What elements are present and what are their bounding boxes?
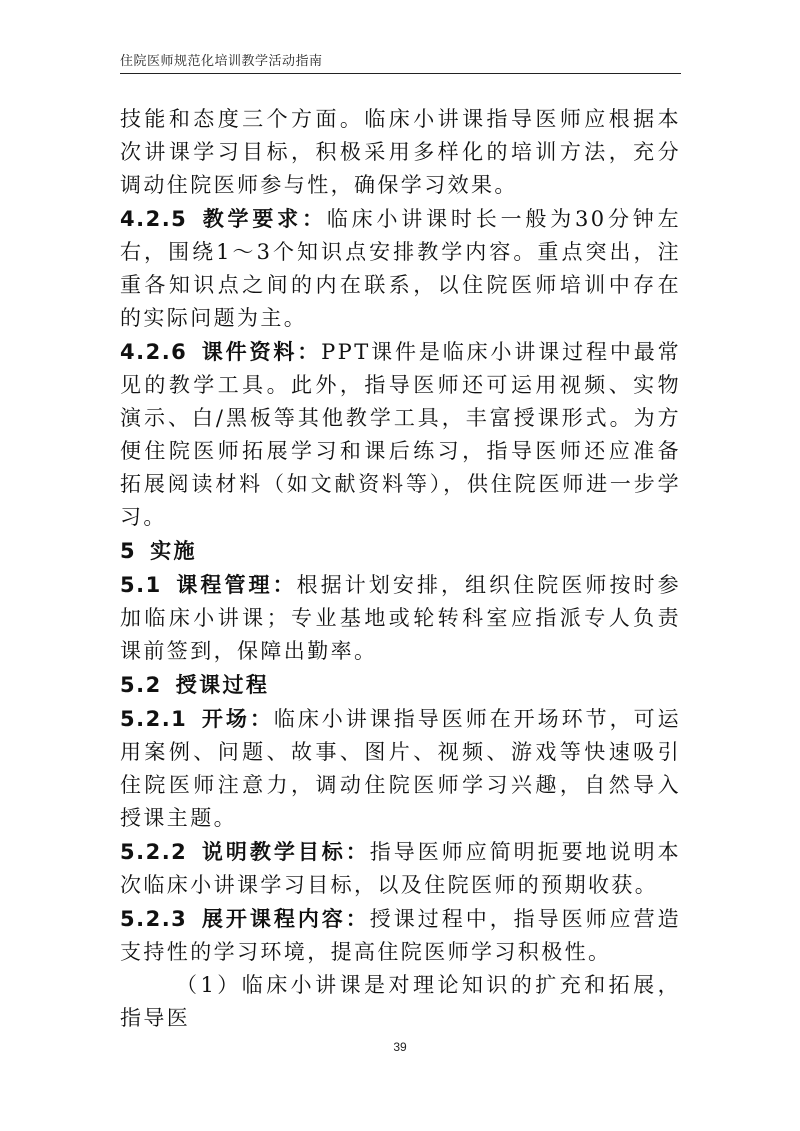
paragraph-text: 技能和态度三个方面。临床小讲课指导医师应根据本次讲课学习目标，积极采用多样化的培训方法，充分调动住院医师参与性，确保学习效果。	[120, 107, 681, 197]
section-text: 根据计划安排，组织住院医师按时参加临床小讲课；专业基地或轮转科室应指派专人负责课前签到，保障出勤率。	[120, 573, 681, 663]
section-number: 5	[120, 539, 137, 563]
section-heading-text: 授课过程	[175, 672, 270, 697]
section-number: 5.1	[120, 573, 162, 597]
section-4-2-5	[120, 202, 681, 335]
section-heading-5	[120, 534, 681, 568]
list-paragraph	[120, 969, 681, 1035]
section-term: 课程管理：	[175, 572, 297, 597]
section-term: 说明教学目标：	[201, 839, 370, 864]
section-number: 5.2.2	[120, 840, 188, 864]
section-4-2-6	[120, 335, 681, 534]
page-body	[120, 103, 681, 1035]
section-text: PPT课件是临床小讲课过程中最常见的教学工具。此外，指导医师还可运用视频、实物演示、白/黑板等其他教学工具，丰富授课形式。为方便住院医师拓展学习和课后练习，指导医师还应准备拓展阅读材料（如文献资料等），供住院医师进一步学习。	[120, 340, 682, 529]
page-number: 39	[393, 1040, 407, 1054]
section-5-2-1	[120, 702, 681, 835]
section-5-2-2	[120, 835, 681, 902]
section-text: 临床小讲课时长一般为30分钟左右，围绕1～3个知识点安排教学内容。重点突出，注重各知识点之间的内在联系，以住院医师培训中存在的实际问题为主。	[120, 207, 682, 330]
section-text: 授课过程中，指导医师应营造支持性的学习环境，提高住院医师学习积极性。	[120, 907, 681, 964]
section-heading-text: 实施	[150, 538, 197, 563]
section-term: 教学要求：	[201, 206, 327, 231]
paragraph-text: （1）临床小讲课是对理论知识的扩充和拓展，指导医	[120, 973, 681, 1030]
section-term: 展开课程内容：	[201, 906, 370, 931]
section-heading-5-2	[120, 668, 681, 702]
section-term: 开场：	[201, 706, 274, 731]
section-number: 5.2	[120, 673, 162, 697]
header-divider	[120, 73, 681, 74]
section-5-1	[120, 568, 681, 668]
section-number: 5.2.1	[120, 707, 188, 731]
section-number: 4.2.5	[120, 207, 188, 231]
running-header: 住院医师规范化培训教学活动指南	[120, 54, 323, 69]
section-text: 临床小讲课指导医师在开场环节，可运用案例、问题、故事、图片、视频、游戏等快速吸引住院医师注意力，调动住院医师学习兴趣，自然导入授课主题。	[120, 707, 681, 830]
section-number: 5.2.3	[120, 907, 188, 931]
section-term: 课件资料：	[201, 339, 322, 364]
section-text: 指导医师应简明扼要地说明本次临床小讲课学习目标，以及住院医师的预期收获。	[120, 840, 681, 897]
paragraph-continued	[120, 103, 681, 202]
section-5-2-3	[120, 902, 681, 969]
section-number: 4.2.6	[120, 340, 188, 364]
